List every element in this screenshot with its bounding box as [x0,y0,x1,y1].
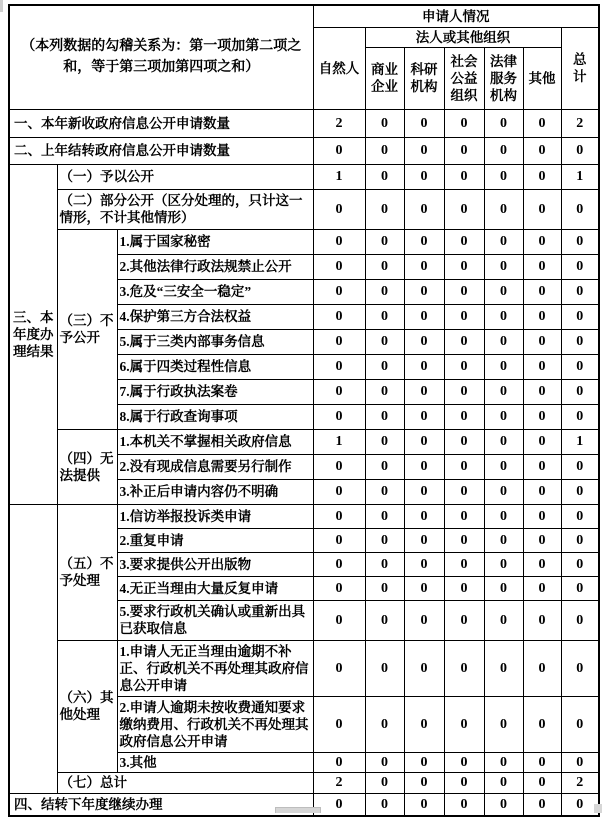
value-cell: 2 [561,772,599,793]
value-cell: 0 [523,504,561,528]
header-natural-person: 自然人 [313,27,365,109]
value-cell: 0 [313,600,365,640]
row-label: 4.无正当理由大量反复申请 [117,576,313,600]
value-cell: 0 [561,379,599,404]
value-cell: 0 [484,600,523,640]
table-row-granted [9,164,599,189]
value-cell: 0 [484,404,523,429]
row-label: 1.申请人无正当理由逾期不补正、行政机关不再处理其政府信息公开申请 [117,640,313,696]
value-cell: 0 [404,576,444,600]
value-cell: 0 [444,164,484,189]
value-cell: 0 [561,354,599,379]
value-cell: 0 [313,354,365,379]
table-row-carried-over [9,137,599,164]
value-cell: 0 [404,454,444,479]
value-cell: 0 [484,379,523,404]
value-cell: 0 [444,696,484,752]
value-cell: 0 [484,772,523,793]
value-cell: 0 [484,329,523,354]
value-cell: 0 [484,528,523,552]
value-cell: 0 [444,254,484,279]
value-cell: 0 [561,752,599,772]
scrollbar-fragment-top-left [0,0,3,12]
value-cell: 0 [313,696,365,752]
row-label: 1.属于国家秘密 [117,229,313,254]
header-legal-service: 法律服务机构 [484,47,523,109]
value-cell: 0 [484,752,523,772]
value-cell: 0 [523,137,561,164]
value-cell: 0 [484,429,523,454]
value-cell: 0 [313,793,365,816]
value-cell: 0 [365,640,404,696]
value-cell: 0 [444,404,484,429]
value-cell: 0 [444,479,484,504]
value-cell: 0 [523,640,561,696]
row-label: 一、本年新收政府信息公开申请数量 [9,109,313,137]
value-cell: 0 [523,164,561,189]
value-cell: 0 [313,504,365,528]
table-row-state-secret [9,229,599,254]
row-label: 四、结转下年度继续办理 [9,793,313,816]
value-cell: 0 [365,254,404,279]
row-label: 4.保护第三方合法权益 [117,304,313,329]
value-cell: 0 [404,696,444,752]
value-cell: 0 [561,304,599,329]
value-cell: 0 [444,429,484,454]
row-label: 7.属于行政执法案卷 [117,379,313,404]
value-cell: 0 [561,576,599,600]
value-cell: 0 [484,109,523,137]
value-cell: 0 [365,379,404,404]
value-cell: 0 [444,137,484,164]
row-label: 8.属于行政查询事项 [117,404,313,429]
value-cell: 0 [444,793,484,816]
value-cell: 0 [561,329,599,354]
table-row-partial [9,189,599,229]
value-cell: 2 [313,772,365,793]
value-cell: 0 [404,137,444,164]
scrollbar-corner [594,804,602,813]
value-cell: 0 [444,772,484,793]
value-cell: 0 [313,479,365,504]
header-row-applicant [9,5,599,27]
value-cell: 0 [561,279,599,304]
value-cell: 0 [561,528,599,552]
value-cell: 0 [444,279,484,304]
value-cell: 0 [313,137,365,164]
value-cell: 0 [561,793,599,816]
value-cell: 0 [484,454,523,479]
value-cell: 0 [484,137,523,164]
row-label: 3.要求提供公开出版物 [117,552,313,576]
value-cell: 1 [313,429,365,454]
value-cell: 0 [404,164,444,189]
value-cell: 0 [523,696,561,752]
row-label: 3.危及“三安全一稳定” [117,279,313,304]
value-cell: 0 [561,696,599,752]
header-research: 科研机构 [404,47,444,109]
value-cell: 0 [365,329,404,354]
value-cell: 0 [313,279,365,304]
table-row-subtotal [9,772,599,793]
value-cell: 0 [484,504,523,528]
value-cell: 0 [444,379,484,404]
row-label: （七）总计 [57,772,313,793]
value-cell: 0 [404,279,444,304]
value-cell: 0 [484,164,523,189]
header-social-welfare: 社会公益组织 [444,47,484,109]
row-label: 6.属于四类过程性信息 [117,354,313,379]
value-cell: 0 [484,254,523,279]
table-row-petition [9,504,599,528]
value-cell: 0 [365,772,404,793]
value-cell: 0 [484,576,523,600]
value-cell: 0 [444,109,484,137]
value-cell: 0 [365,404,404,429]
row-label: 2.重复申请 [117,528,313,552]
value-cell: 0 [561,404,599,429]
value-cell: 0 [313,640,365,696]
value-cell: 0 [484,552,523,576]
value-cell: 0 [404,752,444,772]
value-cell: 0 [523,109,561,137]
value-cell: 0 [365,164,404,189]
section-annual-results: 三、本年度办理结果 [9,164,57,504]
value-cell: 0 [365,479,404,504]
value-cell: 0 [365,752,404,772]
value-cell: 0 [444,552,484,576]
value-cell: 0 [561,229,599,254]
row-label: 二、上年结转政府信息公开申请数量 [9,137,313,164]
value-cell: 0 [404,479,444,504]
value-cell: 0 [523,354,561,379]
value-cell: 0 [365,137,404,164]
section-other-handling: （六）其他处理 [57,640,117,772]
row-label: 2.其他法律行政法规禁止公开 [117,254,313,279]
value-cell: 0 [444,600,484,640]
value-cell: 0 [365,600,404,640]
value-cell: 0 [444,229,484,254]
table-row-overdue-no-correction [9,640,599,696]
value-cell: 0 [404,304,444,329]
header-total: 总计 [561,27,599,109]
row-label: 3.其他 [117,752,313,772]
value-cell: 0 [561,600,599,640]
value-cell: 0 [404,229,444,254]
value-cell: 0 [484,640,523,696]
table-row-not-held [9,429,599,454]
value-cell: 0 [523,279,561,304]
value-cell: 0 [365,793,404,816]
value-cell: 0 [365,279,404,304]
section-unable-provide: （四）无法提供 [57,429,117,504]
value-cell: 0 [523,379,561,404]
value-cell: 0 [523,229,561,254]
value-cell: 0 [313,229,365,254]
value-cell: 0 [523,576,561,600]
value-cell: 0 [313,254,365,279]
value-cell: 0 [444,454,484,479]
value-cell: 0 [444,189,484,229]
value-cell: 0 [444,528,484,552]
row-label: 3.补正后申请内容仍不明确 [117,479,313,504]
value-cell: 0 [313,404,365,429]
disclosure-statistics-table [8,4,600,817]
value-cell: 0 [444,576,484,600]
value-cell: 0 [404,504,444,528]
horizontal-scrollbar-thumb[interactable] [275,807,321,813]
value-cell: 0 [404,109,444,137]
value-cell: 0 [313,329,365,354]
value-cell: 0 [523,752,561,772]
value-cell: 0 [523,454,561,479]
row-label: 2.没有现成信息需要另行制作 [117,454,313,479]
header-commercial: 商业企业 [365,47,404,109]
value-cell: 0 [523,189,561,229]
header-other: 其他 [523,47,561,109]
value-cell: 0 [561,454,599,479]
value-cell: 0 [561,640,599,696]
value-cell: 0 [444,504,484,528]
value-cell: 0 [365,696,404,752]
value-cell: 0 [484,354,523,379]
value-cell: 2 [313,109,365,137]
value-cell: 0 [523,304,561,329]
section-annual-results-continued [9,504,57,793]
value-cell: 0 [523,254,561,279]
value-cell: 0 [561,137,599,164]
value-cell: 0 [404,600,444,640]
value-cell: 0 [365,552,404,576]
value-cell: 0 [365,229,404,254]
value-cell: 0 [313,189,365,229]
value-cell: 2 [561,109,599,137]
value-cell: 0 [404,329,444,354]
value-cell: 0 [444,640,484,696]
header-applicant-status: 申请人情况 [313,5,599,27]
value-cell: 0 [404,640,444,696]
value-cell: 0 [365,109,404,137]
value-cell: 0 [365,189,404,229]
row-label: （一）予以公开 [57,164,313,189]
value-cell: 0 [365,576,404,600]
value-cell: 0 [365,354,404,379]
value-cell: 0 [313,576,365,600]
value-cell: 0 [444,354,484,379]
value-cell: 0 [523,600,561,640]
value-cell: 0 [561,552,599,576]
value-cell: 0 [365,454,404,479]
value-cell: 0 [404,772,444,793]
value-cell: 0 [404,254,444,279]
section-not-process: （五）不予处理 [57,504,117,640]
table-row-new-received [9,109,599,137]
value-cell: 1 [561,164,599,189]
value-cell: 0 [561,479,599,504]
value-cell: 0 [523,552,561,576]
value-cell: 0 [523,528,561,552]
value-cell: 0 [313,379,365,404]
value-cell: 0 [404,793,444,816]
value-cell: 0 [444,752,484,772]
value-cell: 1 [561,429,599,454]
row-label: 2.申请人逾期未按收费通知要求缴纳费用、行政机关不再处理其政府信息公开申请 [117,696,313,752]
row-label: 5.要求行政机关确认或重新出具已获取信息 [117,600,313,640]
value-cell: 0 [365,528,404,552]
value-cell: 0 [313,752,365,772]
value-cell: 0 [404,354,444,379]
value-cell: 0 [561,189,599,229]
value-cell: 1 [313,164,365,189]
value-cell: 0 [365,429,404,454]
value-cell: 0 [365,304,404,329]
value-cell: 0 [523,772,561,793]
value-cell: 0 [404,429,444,454]
value-cell: 0 [404,189,444,229]
value-cell: 0 [313,528,365,552]
value-cell: 0 [404,404,444,429]
value-cell: 0 [484,304,523,329]
value-cell: 0 [484,279,523,304]
value-cell: 0 [523,793,561,816]
row-label: 5.属于三类内部事务信息 [117,329,313,354]
value-cell: 0 [313,304,365,329]
value-cell: 0 [523,404,561,429]
value-cell: 0 [365,504,404,528]
value-cell: 0 [444,329,484,354]
reconciliation-note: （本列数据的勾稽关系为：第一项加第二项之和，等于第三项加第四项之和） [9,5,313,109]
value-cell: 0 [313,454,365,479]
value-cell: 0 [404,528,444,552]
header-legal-org: 法人或其他组织 [365,27,561,47]
value-cell: 0 [523,429,561,454]
value-cell: 0 [561,254,599,279]
value-cell: 0 [484,479,523,504]
value-cell: 0 [444,304,484,329]
value-cell: 0 [404,379,444,404]
value-cell: 0 [523,329,561,354]
row-label: 1.信访举报投诉类申请 [117,504,313,528]
value-cell: 0 [404,552,444,576]
row-label: 1.本机关不掌握相关政府信息 [117,429,313,454]
value-cell: 0 [313,552,365,576]
row-label: （二）部分公开（区分处理的，只计这一情形，不计其他情形） [57,189,313,229]
value-cell: 0 [484,229,523,254]
section-refuse-disclose: （三）不予公开 [57,229,117,429]
value-cell: 0 [484,793,523,816]
value-cell: 0 [484,189,523,229]
value-cell: 0 [484,696,523,752]
value-cell: 0 [561,504,599,528]
value-cell: 0 [523,479,561,504]
